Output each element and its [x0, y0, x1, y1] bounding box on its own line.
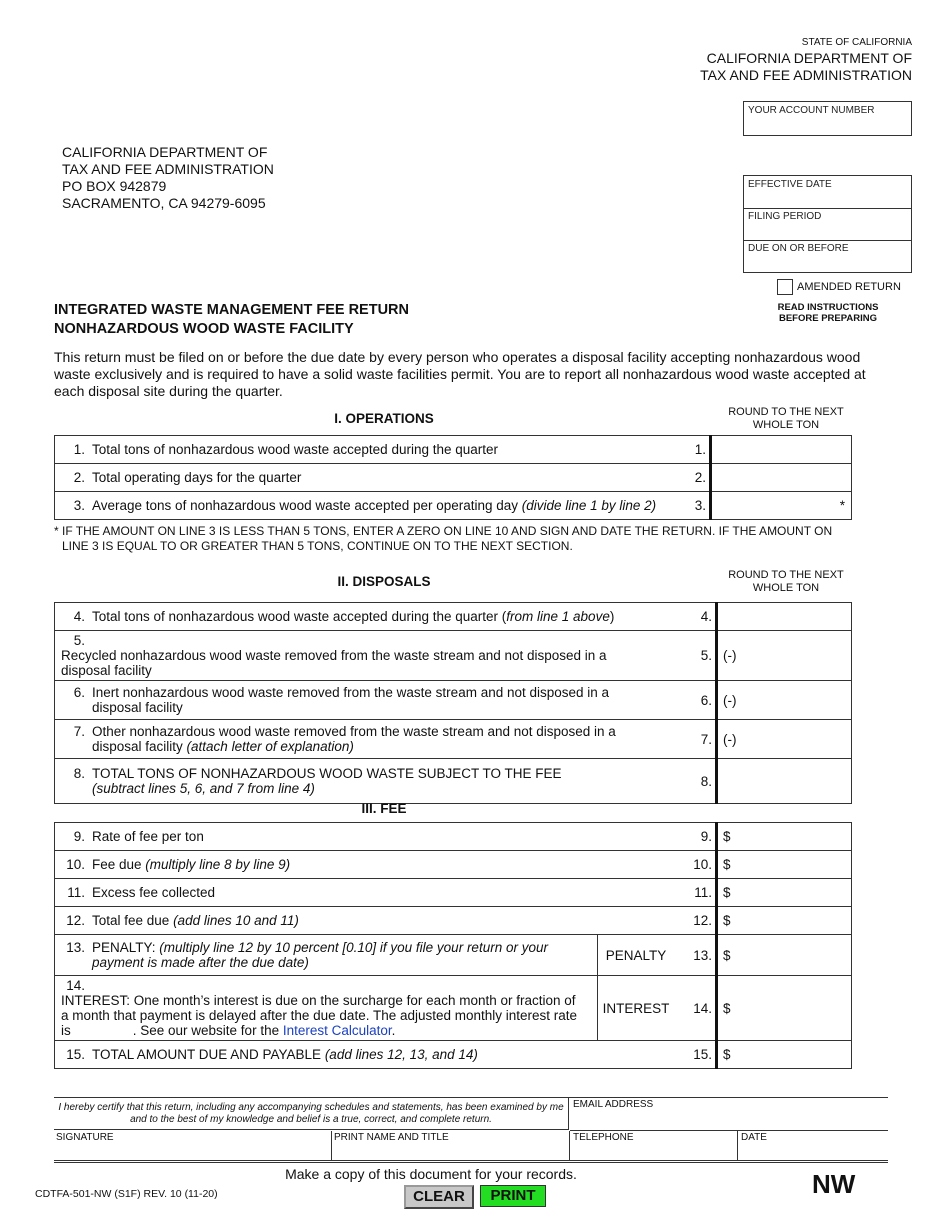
dollar-prefix: $ — [723, 947, 731, 963]
signature-field[interactable] — [54, 1131, 332, 1160]
table-row — [55, 464, 852, 492]
email-label: EMAIL ADDRESS — [573, 1099, 654, 1110]
line-number: 12. — [66, 913, 85, 928]
line-11-input[interactable] — [717, 879, 852, 907]
line-text: Excess fee collected — [92, 885, 216, 900]
operations-title: I. OPERATIONS — [334, 411, 434, 426]
table-row — [55, 1041, 852, 1069]
round-note: ROUND TO THE NEXT WHOLE TON — [728, 569, 844, 594]
table-row — [55, 631, 852, 681]
amended-return-checkbox[interactable] — [777, 279, 793, 295]
signature-label: SIGNATURE — [56, 1132, 114, 1143]
line-text: Total operating days for the quarter — [92, 470, 302, 485]
table-row — [55, 681, 852, 720]
line-ref: 13. — [674, 935, 717, 976]
table-row — [55, 759, 852, 804]
address-line: TAX AND FEE ADMINISTRATION — [62, 161, 274, 177]
read-instructions-line: READ INSTRUCTIONS — [777, 302, 879, 313]
minus-prefix: (-) — [723, 648, 737, 663]
state-label: STATE OF CALIFORNIA — [801, 37, 912, 48]
interest-calculator-link[interactable]: Interest Calculator — [282, 1023, 392, 1038]
line-number: 7. — [73, 724, 85, 739]
round-note: ROUND TO THE NEXT WHOLE TON — [728, 406, 844, 431]
line-ref: 6. — [674, 681, 717, 720]
line-note: from line 1 above — [506, 609, 610, 624]
line-ref: 7. — [674, 720, 717, 759]
line-10-input[interactable] — [717, 851, 852, 879]
line-ref: 14. — [674, 976, 717, 1041]
line-ref: 8. — [674, 759, 717, 804]
date-label: DATE — [741, 1132, 767, 1143]
penalty-label: PENALTY — [598, 935, 675, 976]
line-1-input[interactable] — [711, 436, 852, 464]
line-6-input[interactable] — [717, 681, 852, 720]
address-line: CALIFORNIA DEPARTMENT OF — [62, 144, 268, 160]
table-row — [55, 935, 852, 976]
fee-title: III. FEE — [361, 801, 407, 816]
line-ref: 11. — [674, 879, 717, 907]
line-text: Other nonhazardous wood waste removed from the waste stream and not disposed in a disposal facility — [92, 724, 616, 754]
form-code: NW — [812, 1169, 856, 1199]
amended-return-label: AMENDED RETURN — [797, 280, 901, 293]
line-text: Fee due — [92, 857, 146, 872]
line-4-input[interactable] — [717, 603, 852, 631]
dollar-prefix: $ — [723, 885, 731, 900]
signature-block — [54, 1097, 888, 1163]
line-ref: 3. — [668, 492, 711, 520]
minus-prefix: (-) — [723, 731, 737, 747]
dept-line1: CALIFORNIA DEPARTMENT OF — [706, 50, 912, 66]
line-text: Total fee due — [92, 913, 174, 928]
effective-date-field[interactable] — [744, 176, 911, 209]
line-note: (divide line 1 by line 2) — [521, 498, 657, 513]
line-ref: 15. — [674, 1041, 717, 1069]
account-number-label: YOUR ACCOUNT NUMBER — [748, 105, 875, 116]
line-number: 3. — [73, 498, 85, 513]
line-text: Recycled nonhazardous wood waste removed from the waste stream and not disposed in a disposal facility — [61, 648, 607, 678]
line-ref: 9. — [674, 823, 717, 851]
line-number: 2. — [73, 470, 85, 485]
line-text: Average tons of nonhazardous wood waste accepted per operating day — [92, 498, 522, 513]
filing-period-label: FILING PERIOD — [748, 211, 822, 222]
line-number: 11. — [67, 885, 85, 900]
line-note: (subtract lines 5, 6, and 7 from line 4) — [92, 781, 315, 796]
copy-note: Make a copy of this document for your records. — [285, 1166, 577, 1182]
line-8-input[interactable] — [717, 759, 852, 804]
table-row — [55, 907, 852, 935]
line-text: TOTAL TONS OF NONHAZARDOUS WOOD WASTE SUBJECT TO THE FEE — [92, 766, 562, 781]
line-number: 1. — [73, 442, 85, 457]
dollar-prefix: $ — [723, 913, 731, 928]
address-line: SACRAMENTO, CA 94279-6095 — [62, 195, 266, 211]
line-ref: 2. — [668, 464, 711, 492]
line-note: (multiply line 12 by 10 percent [0.10] if you file your return or your payment is made after the due date) — [92, 940, 548, 970]
print-button[interactable]: PRINT — [480, 1185, 546, 1207]
effective-date-label: EFFECTIVE DATE — [748, 179, 832, 190]
account-number-field[interactable] — [743, 101, 912, 136]
line-ref: 12. — [674, 907, 717, 935]
minus-prefix: (-) — [723, 692, 737, 708]
line-9-input[interactable] — [717, 823, 852, 851]
table-row — [55, 879, 852, 907]
table-row — [55, 436, 852, 464]
line-text: TOTAL AMOUNT DUE AND PAYABLE — [92, 1047, 325, 1062]
asterisk: * — [839, 498, 845, 513]
clear-button[interactable]: CLEAR — [404, 1185, 474, 1209]
line-number: 6. — [73, 685, 85, 700]
line-2-input[interactable] — [711, 464, 852, 492]
line-ref: 4. — [674, 603, 717, 631]
dollar-prefix: $ — [723, 1047, 731, 1062]
mailing-address — [62, 144, 274, 212]
table-row — [55, 976, 852, 1041]
telephone-field[interactable] — [570, 1131, 738, 1160]
line-note: (add lines 12, 13, and 14) — [324, 1047, 478, 1062]
dept-line2: TAX AND FEE ADMINISTRATION — [700, 67, 912, 83]
disposals-title: II. DISPOSALS — [337, 574, 431, 589]
telephone-label: TELEPHONE — [573, 1132, 634, 1143]
read-instructions-line: BEFORE PREPARING — [778, 313, 877, 324]
certification-text: I hereby certify that this return, including any accompanying schedules and statements, has been examined by me and to the best of my knowledge and belief is a true, correct, and complete return. — [54, 1098, 569, 1130]
form-title-line2: NONHAZARDOUS WOOD WASTE FACILITY — [54, 321, 354, 337]
line-number: 8. — [73, 766, 85, 781]
line-text: Inert nonhazardous wood waste removed from the waste stream and not disposed in a disposal facility — [92, 685, 610, 715]
due-date-field[interactable] — [744, 240, 911, 272]
line-3-input[interactable] — [711, 492, 852, 520]
line-5-input[interactable] — [717, 631, 852, 681]
agency-header — [700, 37, 912, 84]
dates-box — [743, 175, 912, 273]
line-ref: 1. — [668, 436, 711, 464]
dollar-prefix: $ — [723, 829, 731, 844]
table-row — [55, 851, 852, 879]
line-text: Total tons of nonhazardous wood waste accepted during the quarter ( — [92, 609, 507, 624]
line-text: . — [391, 1023, 396, 1038]
dollar-prefix: $ — [723, 857, 731, 872]
line-14-input[interactable] — [717, 976, 852, 1041]
disposals-table — [54, 602, 852, 804]
line-number: 9. — [73, 829, 85, 844]
table-row — [55, 720, 852, 759]
line-12-input[interactable] — [717, 907, 852, 935]
table-row — [55, 823, 852, 851]
line-note: (attach letter of explanation) — [186, 739, 354, 754]
form-title-line1: INTEGRATED WASTE MANAGEMENT FEE RETURN — [54, 302, 409, 318]
table-row — [55, 603, 852, 631]
read-instructions — [760, 302, 896, 324]
form-title — [54, 301, 409, 339]
line-text: PENALTY: — [92, 940, 160, 955]
line-number: 5. — [73, 633, 85, 648]
date-field[interactable] — [738, 1131, 888, 1160]
line-note: (multiply line 8 by line 9) — [145, 857, 291, 872]
interest-label: INTEREST — [598, 976, 675, 1041]
line-ref: 10. — [674, 851, 717, 879]
line-number: 10. — [66, 857, 85, 872]
dollar-prefix: $ — [723, 1000, 731, 1016]
form-id: CDTFA-501-NW (S1F) REV. 10 (11-20) — [35, 1188, 218, 1200]
print-name-field[interactable] — [332, 1131, 570, 1160]
print-name-label: PRINT NAME AND TITLE — [334, 1132, 449, 1143]
line-number: 15. — [66, 1047, 85, 1062]
table-row — [55, 492, 852, 520]
line-note: (add lines 10 and 11) — [173, 913, 299, 928]
operations-table — [54, 435, 852, 520]
fee-table — [54, 822, 852, 1069]
amended-return — [777, 279, 901, 295]
line-text: INTEREST: One month’s interest is due on the surcharge for each month or fraction of a month that payment is delayed after the due date. The adjusted monthly interest rate is — [61, 993, 578, 1038]
line-number: 4. — [73, 609, 85, 624]
line-tail: ) — [609, 609, 615, 624]
line-number: 13. — [66, 940, 85, 955]
address-line: PO BOX 942879 — [62, 178, 167, 194]
line-15-input[interactable] — [717, 1041, 852, 1069]
line-13-input[interactable] — [717, 935, 852, 976]
due-date-label: DUE ON OR BEFORE — [748, 243, 849, 254]
line-text: . See our website for the — [132, 1023, 283, 1038]
line-7-input[interactable] — [717, 720, 852, 759]
filing-period-field[interactable] — [744, 208, 911, 241]
line-ref: 5. — [674, 631, 717, 681]
line-text: Rate of fee per ton — [92, 829, 204, 844]
intro-paragraph: This return must be filed on or before the due date by every person who operates a disposal facility accepting nonhazardous wood waste exclusively and is required to have a solid waste facilities permit. You are to report all nonhazardous wood waste accepted at each disposal site during the quarter. — [54, 349, 866, 399]
line-number: 14. — [66, 978, 85, 993]
line-text: Total tons of nonhazardous wood waste accepted during the quarter — [92, 442, 499, 457]
email-field[interactable] — [570, 1098, 888, 1131]
footnote: * IF THE AMOUNT ON LINE 3 IS LESS THAN 5 TONS, ENTER A ZERO ON LINE 10 AND SIGN AND DATE THE RETURN. IF THE AMOUNT ON LINE 3 IS EQUAL TO OR GREATER THAN 5 TONS, CONTINUE ON TO THE NEXT SECTION. — [54, 524, 833, 553]
